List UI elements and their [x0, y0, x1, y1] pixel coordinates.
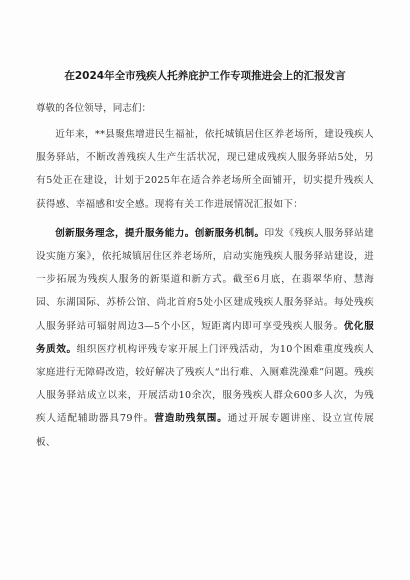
- heading-innovate-concept: 创新服务理念，提升服务能力。: [55, 227, 195, 239]
- paragraph-text-mechanism: 印发《残疾人服务驿站建设实施方案》，依托城镇居住区养老场所，启动实施残疾人服务驿站建设，进一步拓展为残疾人服务的新渠道和新方式。截至6月底，在翡翠华府、慧海园、东湖国际、苏桥公馆、尚北首府5处小区建成残疾人服务驿站。每处残疾人服务驿站可辐射周边3—5个小区，短距离内即可享受残疾人服务。: [36, 227, 374, 332]
- paragraph-text-atmosphere: 通过开展专题讲座、设立宣传展板、: [36, 413, 375, 448]
- body-paragraph: [36, 222, 374, 454]
- intro-paragraph: 近年来，**县聚焦增进民生福祉，依托城镇居住区养老场所，建设残疾人服务驿站，不断改善残疾人生产生活状况，现已建成残疾人服务驿站5处，另有5处正在建设，计划于2025年在适合养老场所全面铺开，切实提升残疾人获得感、幸福感和安全感。现将有关工作进展情况汇报如下：: [36, 129, 374, 210]
- heading-innovate-mechanism: 创新服务机制。: [194, 227, 265, 239]
- heading-atmosphere: 营造助残氛围。: [154, 413, 228, 425]
- heading-optimize-quality: 优化服务质效。: [36, 320, 374, 355]
- salutation: 尊敬的各位领导，同志们：: [36, 103, 152, 114]
- document-title: 在2024年全市残疾人托养庇护工作专项推进会上的汇报发言: [64, 70, 346, 82]
- paragraph-text-quality: 组织医疗机构评残专家开展上门评残活动，为10个困难重度残疾人家庭进行无障碍改造，较好解决了残疾人“出行难、入厕难洗澡难”问题。残疾人服务驿站成立以来，开展活动10余次，服务残疾人群众600多人次，为残疾人适配辅助器具79件。: [36, 343, 374, 425]
